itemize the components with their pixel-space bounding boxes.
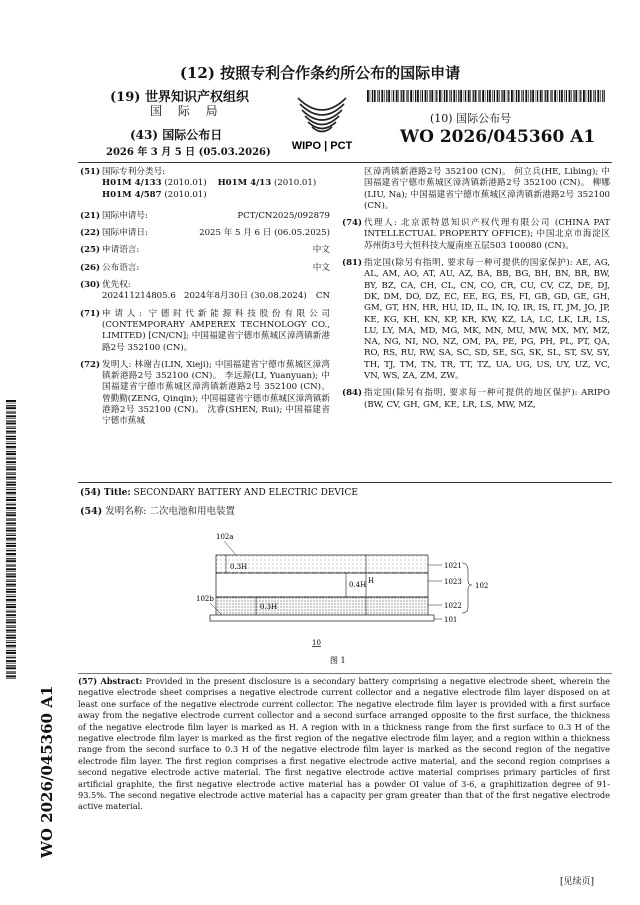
biblio-left (80, 167, 330, 428)
label-102b: 102b (196, 595, 214, 603)
org-sub: 国 际 局 (150, 104, 224, 118)
divider (78, 673, 612, 674)
label-0.3h-bottom: 0.3H (260, 603, 278, 611)
side-pub-number: WO 2026/045360 A1 (38, 685, 56, 858)
abstract: (57) Abstract: Provided in the present disclosure is a secondary battery comprising a negative electrode sheet, wherein the negative electrode sheet comprises a negative electrode current collector and a negative electrode film layer disposed on at least one surface of the negative electrode current collector. The negative electrode film layer is provided with a first surface away from the negative electrode current collector and a second surface arranged opposite to the first surface, the thickness of the negative electrode film layer is marked as H. A region with in a thickness range from the first surface to 0.3 H of the negative electrode film layer is marked as the first region of the negative electrode film layer, and a region within a thickness range from the second surface to 0.3 H of the negative electrode film layer is marked as the second region of the negative electrode film layer. The first region comprises a first negative electrode active material, and the second region comprises a second negative electrode active material. The first negative electrode active material comprises primary particles of first artificial graphite, the first negative electrode active material has a powder OI value of 3-6, a graphitization degree of 91-93.5%. The second negative electrode active material has a capacity per gram greater than that of the first negative electrode active material. (78, 676, 610, 812)
label-101: 101 (444, 616, 458, 624)
field-72: (72) 发明人: 林谢吉(LIN, Xieji); 中国福建省宁德市蕉城区漳湾镇新港路2号 352100 (CN)。 李远源(LI, Yuanyuan); 中国福建省宁德市蕉城区漳湾镇新港路2号 352100 (CN)。 曾勤勤(ZENG, Qinqin); 中国福建省宁德市蕉城区漳湾镇新港路2号 352100 (CN)。 沈睿(SHEN, Rui); 中国福建省宁德市蕉城 (80, 359, 330, 427)
field-30: (30) 优先权: 202411214805.6 2024年8月30日 (30.08.2024) CN (80, 280, 330, 302)
field-71: (71) 申请人: 宁德时代新能源科技股份有限公司 (CONTEMPORARY AMPEREX TECHNOLOGY CO., LIMITED) [CN/CN]; 中国福建省宁德市蕉城区漳湾镇新港路2号 352100 (CN)。 (80, 308, 330, 353)
field-26: (26) 公布语言: 中文 (80, 262, 330, 273)
pub-no-label: (10) 国际公布号 (430, 112, 512, 125)
label-1022: 1022 (444, 602, 462, 610)
barcode-top (367, 90, 605, 102)
field-74: (74) 代理人: 北京派特恩知识产权代理有限公司 (CHINA PAT INTELLECTUAL PROPERTY OFFICE); 中国北京市海淀区苏州街3号大恒科技大厦南座五层503 100080 (CN)。 (342, 218, 610, 251)
figure-1 (196, 531, 496, 671)
label-102: 102 (475, 582, 489, 590)
current-collector (210, 615, 434, 621)
label-1021: 1021 (444, 562, 462, 570)
biblio-right (342, 167, 610, 411)
title-cn: (54) 发明名称: 二次电池和用电装置 (80, 506, 235, 517)
figure-caption: 图 1 (330, 656, 346, 665)
continued-note: [见续页] (560, 877, 595, 887)
pub-date-label: (43) 国际公布日 (130, 128, 223, 142)
title-en: (54) Title: SECONDARY BATTERY AND ELECTRIC DEVICE (80, 488, 358, 498)
logo-text: WIPO | PCT (291, 140, 353, 152)
region-1022 (216, 597, 428, 615)
region-1023 (216, 573, 428, 597)
label-10: 10 (312, 639, 321, 647)
field-25: (25) 申请语言: 中文 (80, 245, 330, 256)
wipo-logo (280, 92, 364, 152)
pub-number: WO 2026/045360 A1 (400, 127, 596, 147)
publication-title: (12) 按照专利合作条约所公布的国际申请 (179, 64, 461, 82)
field-21: (21) 国际申请号: PCT/CN2025/092879 (80, 210, 330, 221)
barcode-side (6, 400, 16, 680)
divider (78, 482, 612, 483)
field-81: (81) 指定国(除另有指明, 要求每一种可提供的国家保护): AE, AG, AL, AM, AO, AT, AU, AZ, BA, BB, BG, BH, BN, BR, BW, BY, BZ, CA, CH, CL, CN, CO, CR, CU, CV, CZ, DE, DJ, DK, DM, DO, DZ, EC, EE, EG, ES, FI, GB, GD, GE, GH, GM, GT, HN, HR, HU, ID, IL, IN, IQ, IR, IS, IT, JM, JO, JP, KE, KG, KH, KN, KP, KR, KW, KZ, LA, LC, LK, LR, LS, LU, LY, MA, MD, MG, MK, MN, MU, MW, MX, MY, MZ, NA, NG, NI, NO, NZ, OM, PA, PE, PG, PH, PL, PT, QA, RO, RS, RU, RW, SA, SC, SD, SE, SG, SK, SL, ST, SV, SY, TH, TJ, TM, TN, TR, TT, TZ, UA, UG, US, UY, UZ, VC, VN, WS, ZA, ZM, ZW。 (342, 258, 610, 382)
pub-date: 2026 年 3 月 5 日 (05.03.2026) (106, 147, 271, 158)
label-0.3h-top: 0.3H (230, 563, 248, 571)
label-102a: 102a (216, 533, 234, 541)
label-1023: 1023 (444, 578, 462, 586)
label-h: H (368, 577, 375, 585)
divider (78, 162, 612, 163)
region-1021 (216, 555, 428, 573)
field-72-cont: 区漳湾镇新港路2号 352100 (CN)。 何立兵(HE, Libing); 中国福建省宁德市蕉城区漳湾镇新港路2号 352100 (CN)。 柳娜(LIU, Na); 中国福建省宁德市蕉城区漳湾镇新港路2号 352100 (CN)。 (364, 167, 610, 211)
org-name: (19) 世界知识产权组织 (110, 90, 249, 105)
field-22: (22) 国际申请日: 2025 年 5 月 6 日 (06.05.2025) (80, 228, 330, 239)
field-84: (84) 指定国(除另有指明, 要求每一种可提供的地区保护): ARIPO (BW, CV, GH, GM, KE, LR, LS, MW, MZ, (342, 388, 610, 410)
label-0.4h: 0.4H (349, 581, 367, 589)
field-51: (51) 国际专利分类号: H01M 4/133 (2010.01) H01M 4/13 (2010.01) H01M 4/587 (2010.01) (80, 167, 317, 200)
